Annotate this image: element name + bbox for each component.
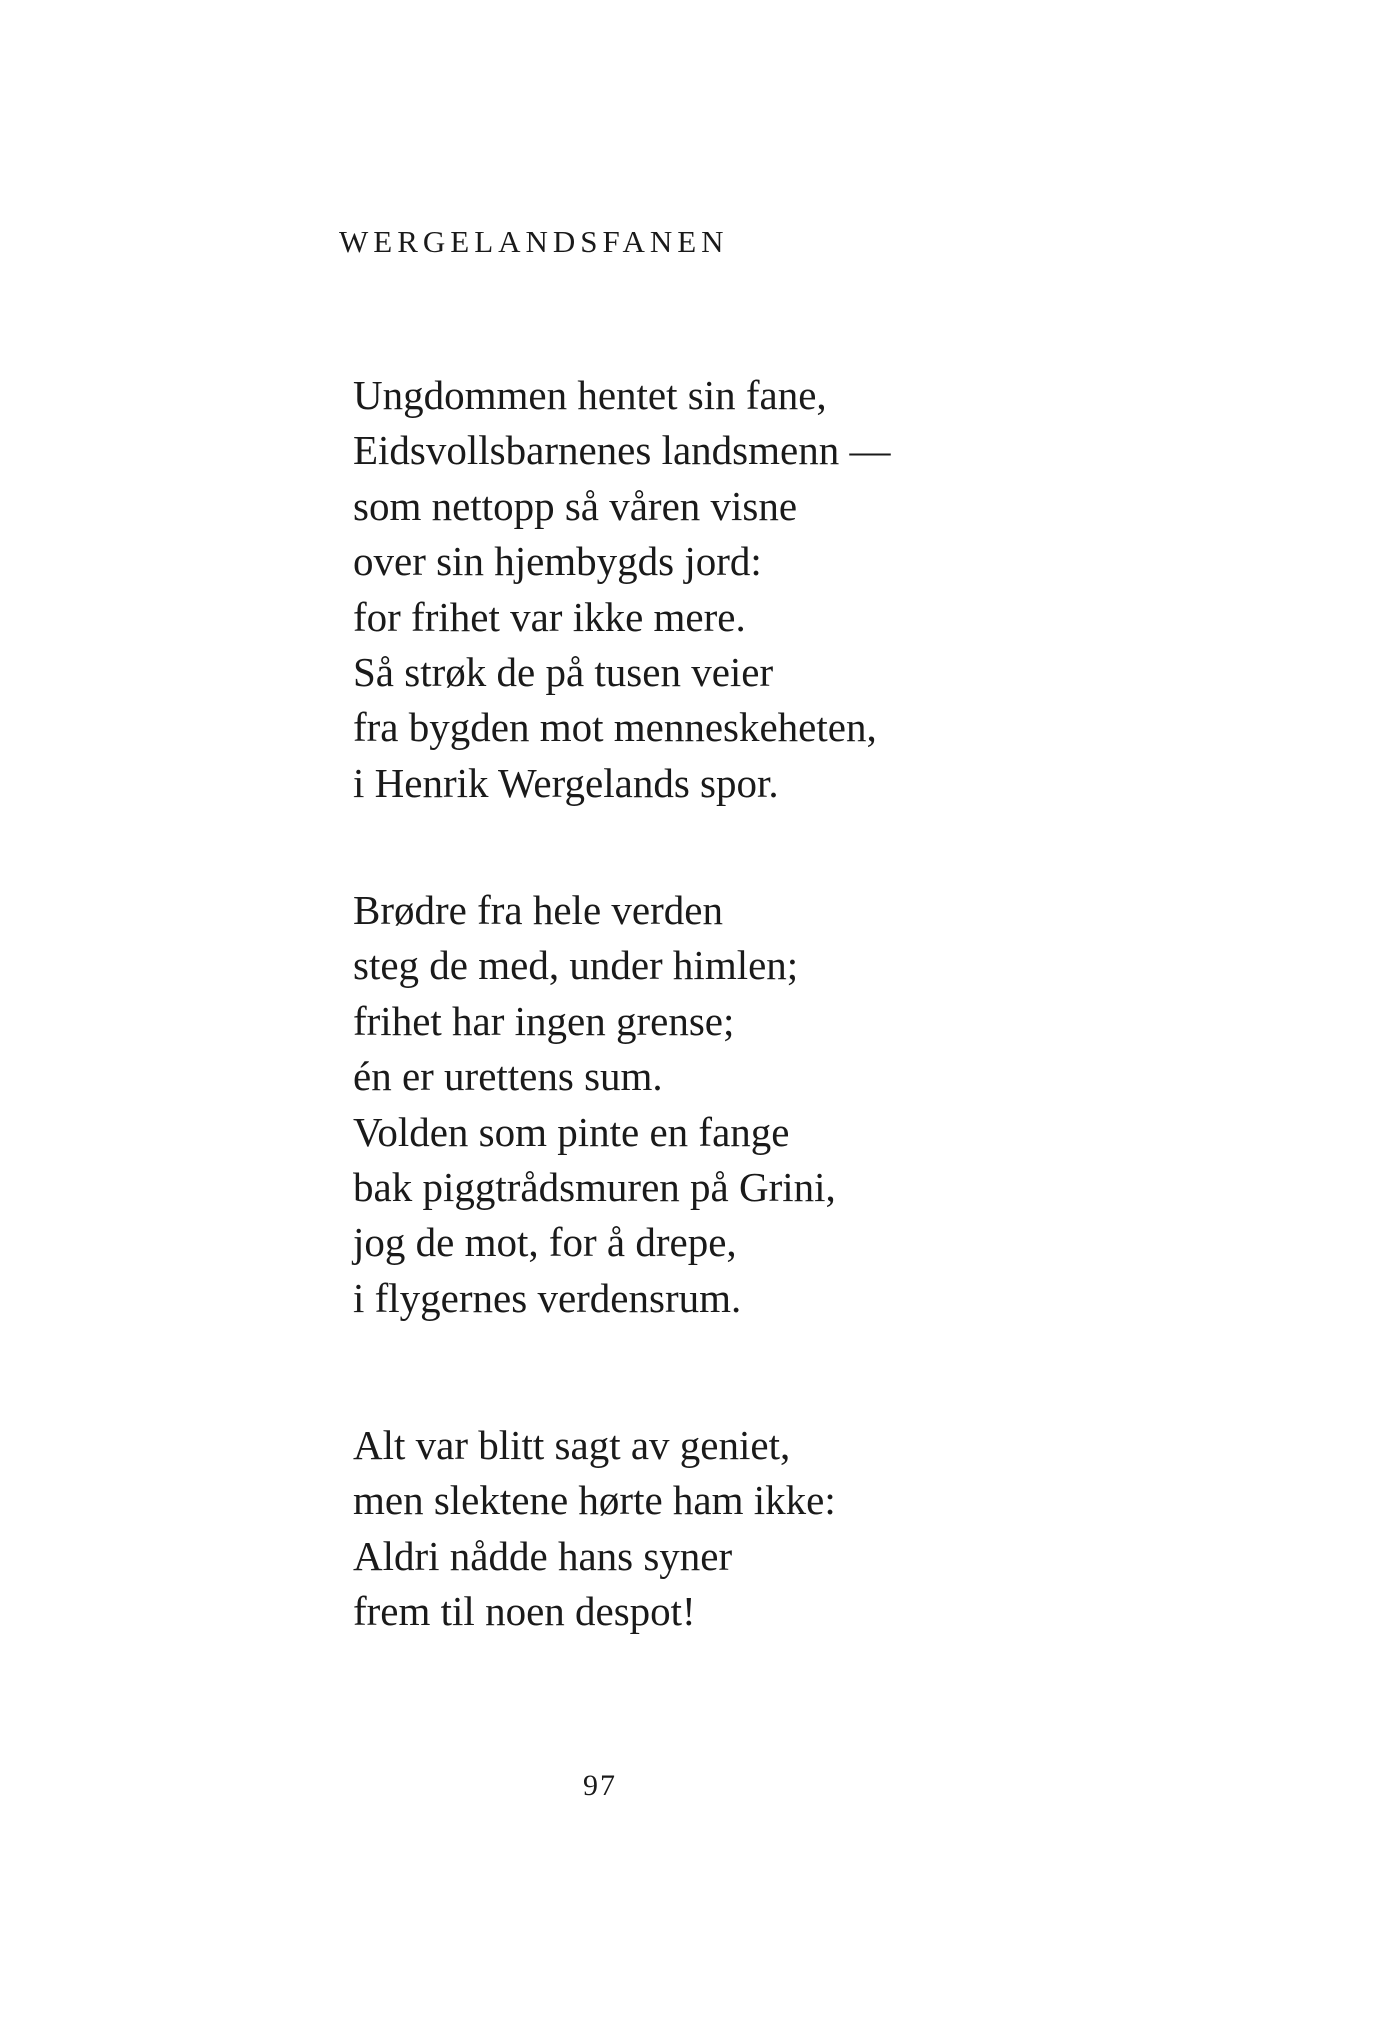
poem-line: frem til noen despot! xyxy=(353,1588,696,1635)
poem-line: Alt var blitt sagt av geniet, xyxy=(353,1422,791,1468)
poem-line: som nettopp så våren visne xyxy=(353,482,798,529)
poem-line: frihet har ingen grense; xyxy=(353,997,735,1044)
poem-title: WERGELANDSFANEN xyxy=(339,224,729,259)
poem-line: én er urettens sum. xyxy=(353,1053,663,1100)
stanza-3 xyxy=(353,1418,836,1640)
poem-line: jog de mot, for å drepe, xyxy=(353,1219,737,1266)
poem-line: i Henrik Wergelands spor. xyxy=(353,759,779,806)
poem-line: bak piggtrådsmuren på Grini, xyxy=(353,1163,836,1210)
stanza-1 xyxy=(353,368,890,811)
poem-line: men slektene hørte ham ikke: xyxy=(353,1477,836,1524)
poem-line: Så strøk de på tusen veier xyxy=(353,648,774,695)
poem-line: i flygernes verdensrum. xyxy=(353,1274,742,1321)
poem-line: Aldri nådde hans syner xyxy=(353,1532,733,1579)
poem-line: Volden som pinte en fange xyxy=(353,1108,790,1155)
stanza-2 xyxy=(353,883,836,1326)
poem-line: Brødre fra hele verden xyxy=(353,887,723,933)
page-number: 97 xyxy=(583,1769,617,1802)
poem-line: Ungdommen hentet sin fane, xyxy=(353,372,827,418)
poem-line: for frihet var ikke mere. xyxy=(353,593,746,640)
poem-line: fra bygden mot menneskeheten, xyxy=(353,704,877,751)
poem-line: steg de med, under himlen; xyxy=(353,942,799,989)
poem-line: Eidsvollsbarnenes landsmenn — xyxy=(353,427,891,474)
poem-line: over sin hjembygds jord: xyxy=(353,538,762,585)
